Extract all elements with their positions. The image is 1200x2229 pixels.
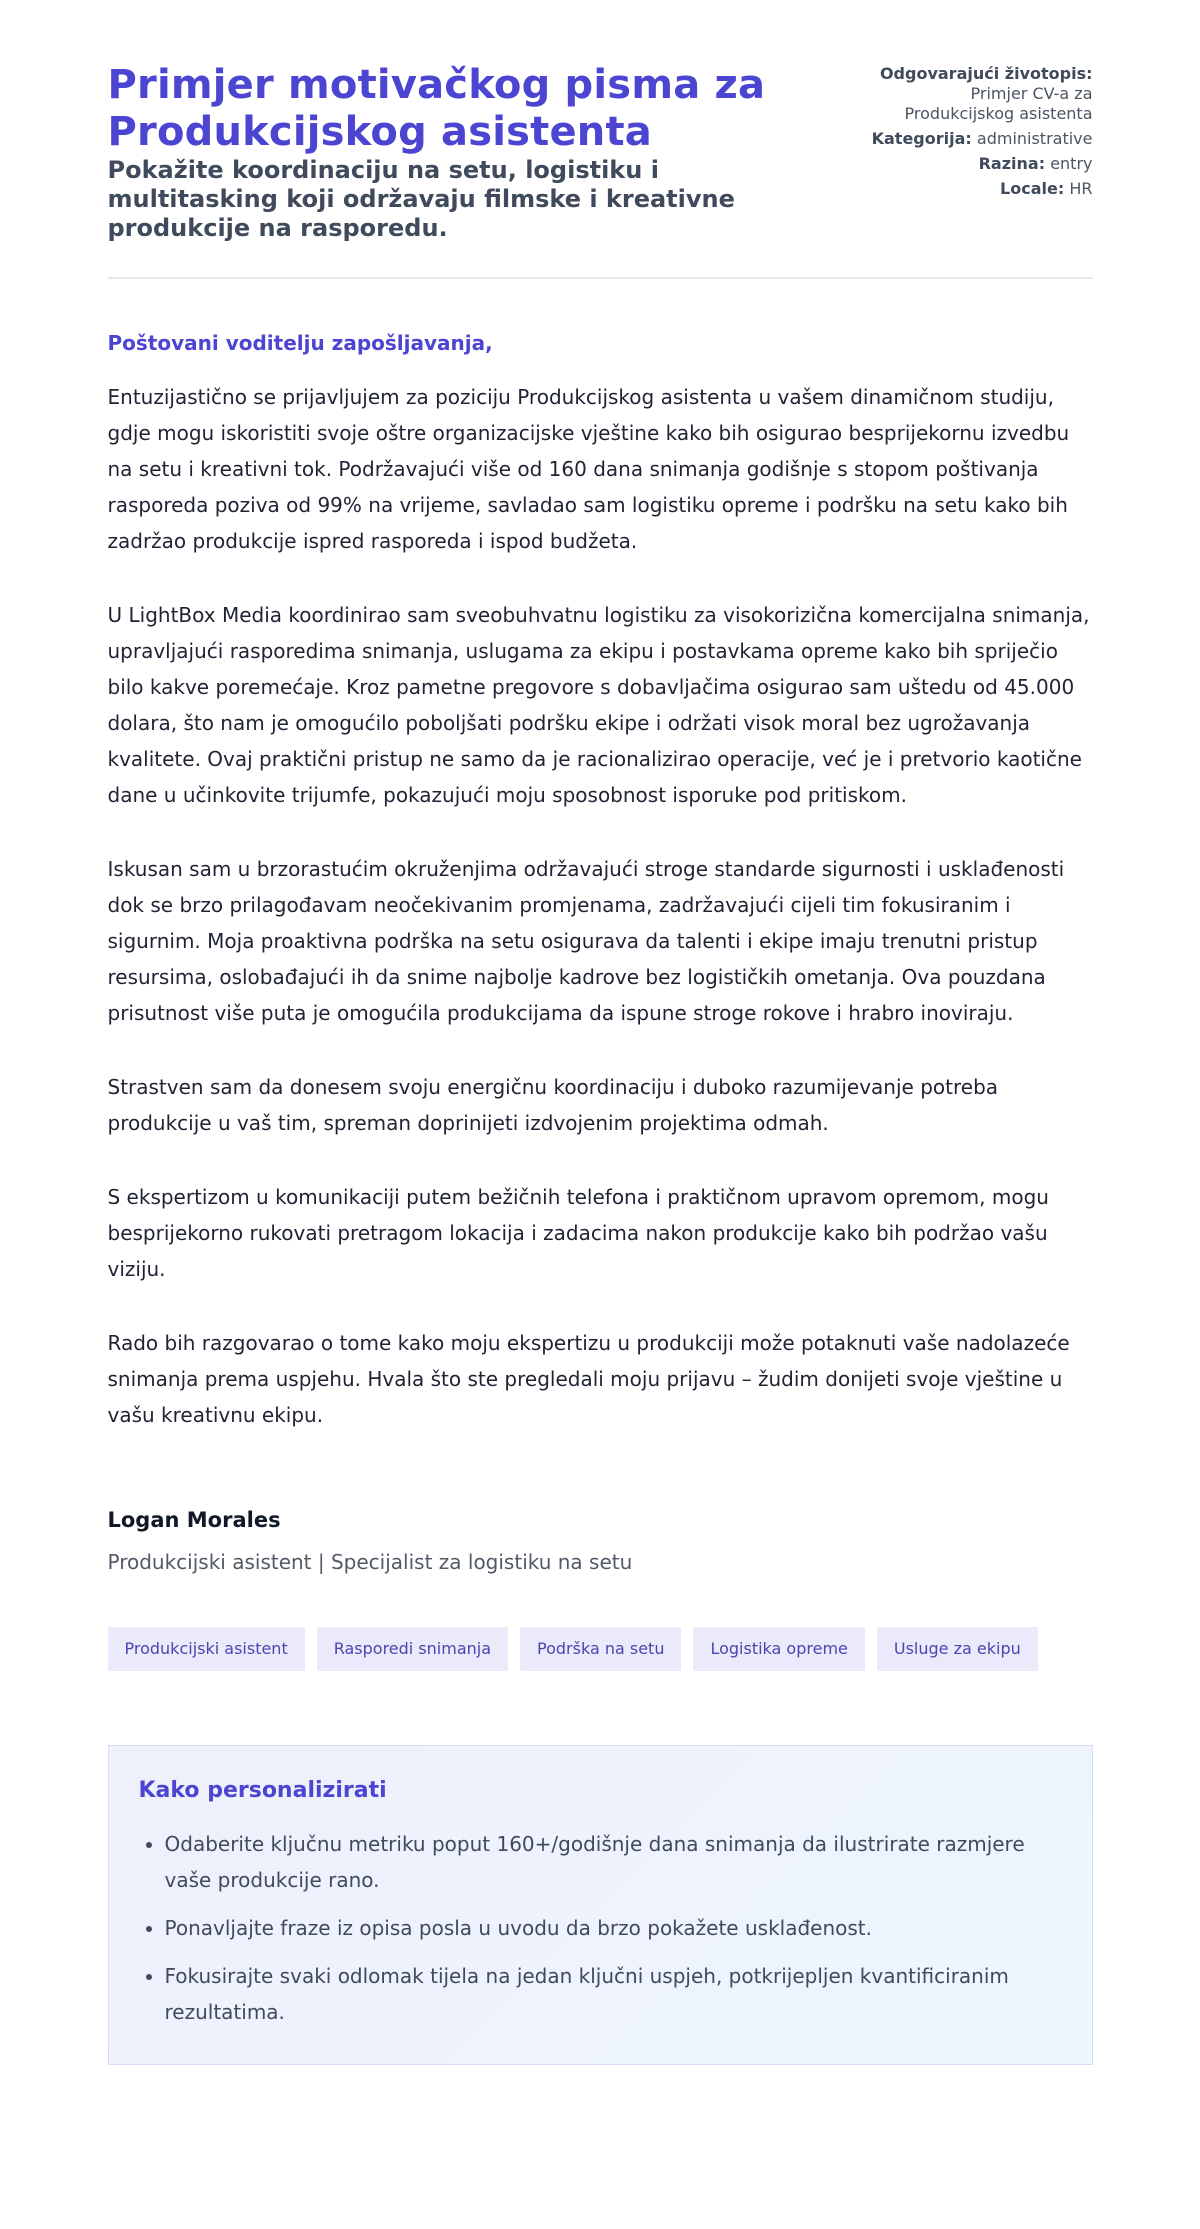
meta-category-value: administrative	[976, 129, 1093, 148]
tips-heading: Kako personalizirati	[138, 1778, 387, 1803]
tips-list	[139, 1826, 1062, 2030]
meta-level-value: entry	[1050, 154, 1093, 173]
tag-crew-services[interactable]: Usluge za ekipu	[877, 1627, 1038, 1671]
meta-resume-label: Odgovarajući životopis:	[879, 64, 1093, 83]
meta-resume-value-line2[interactable]: Produkcijskog asistenta	[904, 104, 1093, 123]
greeting: Poštovani voditelju zapošljavanja,	[107, 331, 493, 355]
header-title-block	[108, 62, 798, 243]
tag-list	[108, 1627, 1093, 1671]
tag-shooting-schedules[interactable]: Rasporedi snimanja	[317, 1627, 508, 1671]
cover-letter-page	[108, 0, 1093, 2065]
tag-production-assistant[interactable]: Produkcijski asistent	[108, 1627, 305, 1671]
paragraph-skills: Iskusan sam u brzorastućim okruženjima održavajući stroge standarde sigurnosti i usklađenosti dok se brzo prilagođavam neočekivanim promjenama, zadržavajući cijeli tim fokusiranim i sigurnim. Moja proaktivna podrška na setu osigurava da talenti i ekipe imaju trenutni pristup resursima, oslobađajući ih da snime najbolje kadrove bez logističkih ometanja. Ova pouzdana prisutnost više puta je omogućila produkcijama da ispune stroge rokove i hrabro inoviraju.	[107, 857, 1065, 1025]
paragraph-experience: U LightBox Media koordinirao sam sveobuhvatnu logistiku za visokorizična komercijalna snimanja, upravljajući rasporedima snimanja, uslugama za ekipu i postavkama opreme kako bih spriječio bilo kakve poremećaje. Kroz pametne pregovore s dobavljačima osigurao sam uštedu od 45.000 dolara, što nam je omogućilo poboljšati podršku ekipe i održati visok moral bez ugrožavanja kvalitete. Ovaj praktični pristup ne samo da je racionalizirao operacije, već je i pretvorio kaotične dane u učinkovite trijumfe, pokazujući moju sposobnost isporuke pod pritiskom.	[107, 603, 1090, 807]
meta-category-label: Kategorija:	[871, 129, 972, 148]
meta-locale-value: HR	[1069, 179, 1093, 198]
signature-name: Logan Morales	[107, 1508, 281, 1532]
personalization-tips	[108, 1745, 1093, 2065]
meta-category	[833, 129, 1093, 149]
meta-locale	[833, 179, 1093, 199]
signature-block	[108, 1505, 1093, 1577]
tips-item: • Odaberite ključnu metriku poput 160+/godišnje dana snimanja da ilustrirate razmjere vaše produkcije rano.	[165, 1826, 1062, 1898]
page-subtitle: Pokažite koordinaciju na setu, logistiku i multitasking koji održavaju filmske i kreativne produkcije na rasporedu.	[107, 156, 735, 242]
tag-equipment-logistics[interactable]: Logistika opreme	[693, 1627, 864, 1671]
tag-on-set-support[interactable]: Podrška na setu	[520, 1627, 681, 1671]
meta-resume-value-line1[interactable]: Primjer CV-a za	[970, 84, 1093, 103]
paragraph-motivation: Strastven sam da donesem svoju energičnu koordinaciju i duboko razumijevanje potreba produkcije u vaš tim, spreman doprinijeti izdvojenim projektima odmah.	[107, 1075, 999, 1135]
tips-item: • Fokusirajte svaki odlomak tijela na jedan ključni uspjeh, potkrijepljen kvantificiranim rezultatima.	[165, 1958, 1062, 2030]
page-header	[108, 62, 1093, 279]
paragraph-expertise: S ekspertizom u komunikaciji putem bežičnih telefona i praktičnom upravom opremom, mogu besprijekorno rukovati pretragom lokacija i zadacima nakon produkcije kako bih podržao vašu viziju.	[107, 1185, 1049, 1281]
tips-item: • Ponavljajte fraze iz opisa posla u uvodu da brzo pokažete usklađenost.	[165, 1910, 1062, 1946]
meta-panel	[833, 64, 1093, 204]
signature-title: Produkcijski asistent | Specijalist za logistiku na setu	[107, 1550, 633, 1574]
meta-resume	[833, 64, 1093, 124]
meta-locale-label: Locale:	[1000, 179, 1065, 198]
meta-level	[833, 154, 1093, 174]
letter-body	[108, 279, 1093, 1433]
paragraph-closing: Rado bih razgovarao o tome kako moju ekspertizu u produkciji može potaknuti vaše nadolazeće snimanja prema uspjehu. Hvala što ste pregledali moju prijavu – žudim donijeti svoje vještine u vašu kreativnu ekipu.	[107, 1331, 1070, 1427]
page-title: Primjer motivačkog pisma za Produkcijskog asistenta	[107, 62, 766, 155]
paragraph-intro: Entuzijastično se prijavljujem za poziciju Produkcijskog asistenta u vašem dinamičnom studiju, gdje mogu iskoristiti svoje oštre organizacijske vještine kako bih osigurao besprijekornu izvedbu na setu i kreativni tok. Podržavajući više od 160 dana snimanja godišnje s stopom poštivanja rasporeda poziva od 99% na vrijeme, savladao sam logistiku opreme i podršku na setu kako bih zadržao produkcije ispred rasporeda i ispod budžeta.	[107, 385, 1070, 553]
meta-level-label: Razina:	[978, 154, 1046, 173]
